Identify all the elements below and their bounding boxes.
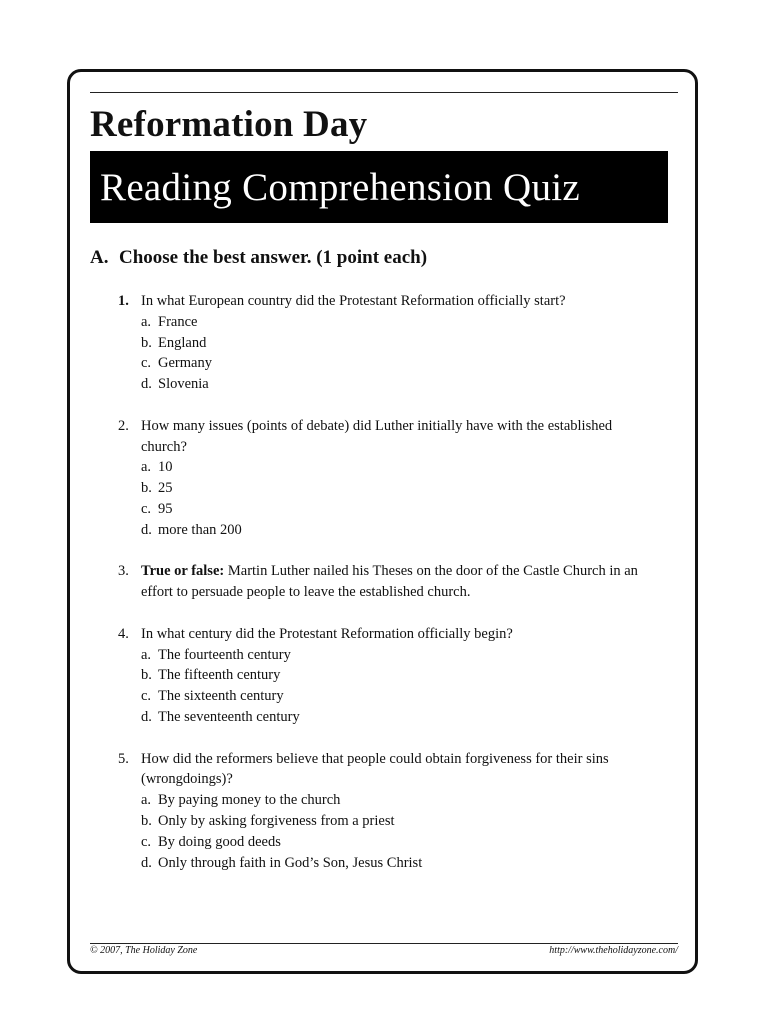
option-letter: a. bbox=[141, 646, 152, 663]
option-letter: c. bbox=[141, 833, 152, 850]
question-text bbox=[141, 416, 658, 458]
option-d bbox=[141, 707, 658, 728]
question-text bbox=[141, 624, 658, 645]
section-instructions: Choose the best answer. (1 point each) bbox=[119, 247, 428, 268]
option-text: The fourteenth century bbox=[158, 646, 291, 663]
question-4 bbox=[118, 624, 658, 728]
question-2 bbox=[118, 416, 658, 541]
option-b bbox=[141, 478, 658, 499]
option-letter: b. bbox=[141, 480, 152, 497]
option-text: Germany bbox=[158, 355, 212, 372]
question-number: 1. bbox=[118, 293, 129, 309]
option-b bbox=[141, 811, 658, 832]
option-letter: a. bbox=[141, 313, 152, 330]
option-d bbox=[141, 520, 658, 541]
footer-rule bbox=[90, 943, 678, 944]
option-letter: a. bbox=[141, 459, 152, 476]
option-a bbox=[141, 645, 658, 666]
footer-copyright: © 2007, The Holiday Zone bbox=[90, 945, 198, 956]
option-text: France bbox=[158, 313, 198, 330]
option-text: England bbox=[158, 334, 207, 351]
question-text bbox=[141, 561, 658, 603]
option-letter: c. bbox=[141, 500, 152, 517]
option-list bbox=[141, 312, 658, 395]
option-c bbox=[141, 832, 658, 853]
option-letter: b. bbox=[141, 812, 152, 829]
option-text: Only by asking forgiveness from a priest bbox=[158, 812, 395, 829]
question-prompt: Martin Luther nailed his Theses on the door of the Castle Church in an effort to persuade people to leave the established church. bbox=[141, 563, 638, 601]
question-text bbox=[141, 749, 658, 791]
quiz-banner bbox=[90, 151, 668, 223]
option-text: The fifteenth century bbox=[158, 667, 281, 684]
option-letter: d. bbox=[141, 521, 152, 538]
question-5 bbox=[118, 749, 658, 874]
question-lead: True or false: bbox=[141, 563, 225, 580]
option-text: 25 bbox=[158, 480, 173, 497]
option-b bbox=[141, 665, 658, 686]
question-prompt: In what century did the Protestant Reformation officially begin? bbox=[141, 625, 513, 642]
option-b bbox=[141, 333, 658, 354]
section-heading bbox=[90, 247, 427, 269]
option-a bbox=[141, 457, 658, 478]
option-text: By paying money to the church bbox=[158, 792, 341, 809]
section-letter: A. bbox=[90, 247, 109, 268]
option-list bbox=[141, 645, 658, 728]
option-c bbox=[141, 499, 658, 520]
option-text: 10 bbox=[158, 459, 173, 476]
option-d bbox=[141, 374, 658, 395]
question-prompt: In what European country did the Protestant Reformation officially start? bbox=[141, 293, 566, 309]
option-letter: a. bbox=[141, 792, 152, 809]
option-a bbox=[141, 312, 658, 333]
option-letter: b. bbox=[141, 667, 152, 684]
option-list bbox=[141, 790, 658, 873]
question-number: 3. bbox=[118, 563, 129, 580]
footer-url: http://www.theholidayzone.com/ bbox=[549, 945, 678, 956]
option-text: more than 200 bbox=[158, 521, 242, 538]
option-letter: d. bbox=[141, 708, 152, 725]
option-list bbox=[141, 457, 658, 540]
page-title: Reformation Day bbox=[90, 104, 368, 145]
option-letter: c. bbox=[141, 688, 152, 705]
option-letter: b. bbox=[141, 334, 152, 351]
question-1 bbox=[118, 291, 658, 395]
option-c bbox=[141, 686, 658, 707]
option-a bbox=[141, 790, 658, 811]
option-letter: d. bbox=[141, 376, 152, 393]
question-prompt: How did the reformers believe that people could obtain forgiveness for their sins (wrongdoings)? bbox=[141, 750, 609, 788]
question-number: 2. bbox=[118, 417, 129, 434]
question-text bbox=[141, 291, 658, 312]
option-d bbox=[141, 853, 658, 874]
option-text: Only through faith in God’s Son, Jesus Christ bbox=[158, 854, 423, 871]
option-text: The sixteenth century bbox=[158, 688, 284, 705]
option-letter: d. bbox=[141, 854, 152, 871]
option-letter: c. bbox=[141, 355, 152, 372]
option-text: 95 bbox=[158, 500, 173, 517]
question-number: 5. bbox=[118, 750, 129, 767]
question-number: 4. bbox=[118, 625, 129, 642]
question-list bbox=[118, 291, 658, 894]
option-c bbox=[141, 353, 658, 374]
question-prompt: How many issues (points of debate) did Luther initially have with the established church? bbox=[141, 417, 613, 455]
question-3 bbox=[118, 561, 658, 603]
option-text: By doing good deeds bbox=[158, 833, 281, 850]
option-text: The seventeenth century bbox=[158, 708, 300, 725]
top-rule bbox=[90, 92, 678, 93]
option-text: Slovenia bbox=[158, 376, 209, 393]
banner-text: Reading Comprehension Quiz bbox=[100, 165, 581, 209]
